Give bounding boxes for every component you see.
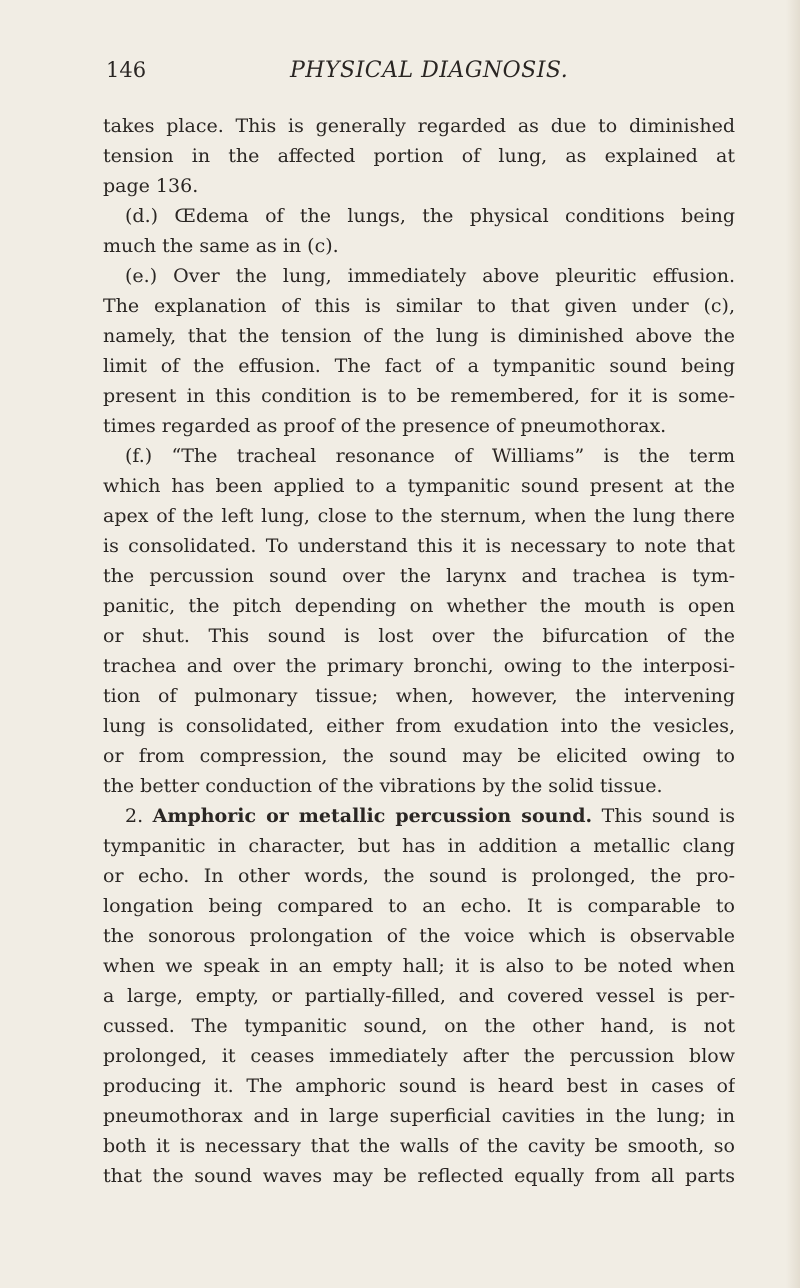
section-number: 2. [125,805,153,827]
text-line: pneumothorax and in large superficial cavities in the lung; in [103,1105,735,1127]
text-line: is consolidated. To understand this it is necessary to note that [103,535,735,557]
line-text: This sound is [592,805,735,827]
text-line: the percussion sound over the larynx and trachea is tym- [103,565,735,587]
section-heading: Amphoric or metallic percussion sound. [152,805,593,827]
text-line: producing it. The amphoric sound is heard best in cases of [103,1075,735,1097]
text-line: page 136. [103,175,199,197]
text-line: prolonged, it ceases immediately after the percussion blow [103,1045,735,1067]
text-line [103,801,735,831]
text-line: longation being compared to an echo. It is comparable to [103,895,735,917]
text-line: present in this condition is to be remembered, for it is some- [103,385,735,407]
body-text [103,111,735,1191]
text-line: The explanation of this is similar to that given under (c), [103,295,735,317]
text-line: a large, empty, or partially-filled, and covered vessel is per- [103,985,735,1007]
page-edge-shadow [786,0,800,1288]
text-line: (f.) “The tracheal resonance of Williams” is the term [125,445,735,467]
text-line: or echo. In other words, the sound is prolonged, the pro- [103,865,735,887]
text-line: lung is consolidated, either from exudation into the vesicles, [103,715,735,737]
text-line: takes place. This is generally regarded as due to diminished [103,115,735,137]
page-header [0,58,800,88]
text-line: or from compression, the sound may be elicited owing to [103,745,735,767]
text-line: trachea and over the primary bronchi, owing to the interposi- [103,655,735,677]
text-line: times regarded as proof of the presence of pneumothorax. [103,415,667,437]
text-line: the sonorous prolongation of the voice which is observable [103,925,735,947]
text-line: tion of pulmonary tissue; when, however, the intervening [103,685,735,707]
text-line: namely, that the tension of the lung is diminished above the [103,325,735,347]
text-line: that the sound waves may be reflected equally from all parts [103,1165,735,1187]
text-line: much the same as in (c). [103,235,339,257]
text-line: limit of the effusion. The fact of a tympanitic sound being [103,355,735,377]
text-line: (d.) Œdema of the lungs, the physical conditions being [125,205,735,227]
text-line: the better conduction of the vibrations by the solid tissue. [103,775,663,797]
page-number: 146 [106,58,147,82]
text-line: which has been applied to a tympanitic sound present at the [103,475,735,497]
text-line: or shut. This sound is lost over the bifurcation of the [103,625,735,647]
text-line: cussed. The tympanitic sound, on the other hand, is not [103,1015,735,1037]
text-line: panitic, the pitch depending on whether the mouth is open [103,595,735,617]
text-line: tympanitic in character, but has in addition a metallic clang [103,835,735,857]
text-line: (e.) Over the lung, immediately above pleuritic effusion. [125,265,735,287]
text-line: tension in the affected portion of lung, as explained at [103,145,735,167]
text-line: both it is necessary that the walls of the cavity be smooth, so [103,1135,735,1157]
text-line: apex of the left lung, close to the sternum, when the lung there [103,505,735,527]
text-line: when we speak in an empty hall; it is also to be noted when [103,955,735,977]
running-title: PHYSICAL DIAGNOSIS. [290,58,569,83]
